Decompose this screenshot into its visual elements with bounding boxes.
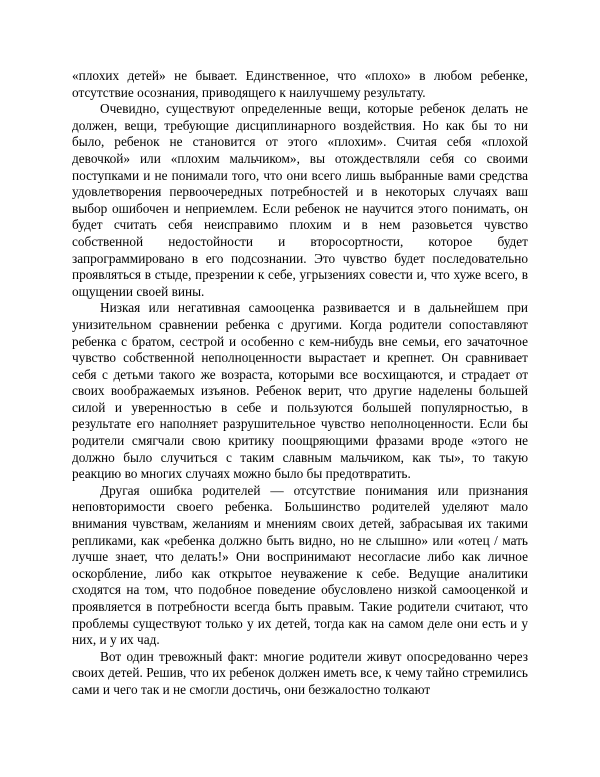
- paragraph-self-esteem: Низкая или негативная самооценка развивается и в дальнейшем при унизительном сравнении ребенка с другими. Когда родители сопоставляют ребенка с братом, сестрой и особенно с кем-нибудь вне семьи, его зачаточное чувство собственной неполноценности вырастает и крепнет. Он сравнивает себя с детьми такого же возраста, которыми все восхищаются, и страдает от своих воображаемых изъянов. Ребенок верит, что другие наделены большей силой и уверенностью в себе и пользуются большей популярностью, в результате его наполняет разрушительное чувство неполноценности. Если бы родители смягчали свою критику поощряющими фразами вроде «этого не должно было случиться с таким славным мальчиком, как ты», то такую реакцию во многих случаях можно было бы предотвратить.: [72, 300, 528, 482]
- paragraph-continuation: «плохих детей» не бывает. Единственное, что «плохо» в любом ребенке, отсутствие осознания, приводящего к наилучшему результату.: [72, 68, 528, 100]
- paragraph-parent-mistake: Другая ошибка родителей — отсутствие понимания или признания неповторимости своего ребенка. Большинство родителей уделяют мало внимания чувствам, желаниям и мнениям своих детей, забрасывая их такими репликами, как «ребенка должно быть видно, но не слышно» или «отец / мать лучше знает, что делать!» Они воспринимают несогласие либо как личное оскорбление, либо как открытое неуважение к себе. Ведущие аналитики сходятся на том, что подобное поведение обусловлено низкой самооценкой и проявляется в потребности всегда быть правым. Такие родители считают, что проблемы существуют только у их детей, тогда как на самом деле они есть и у них, и у их чад.: [72, 482, 528, 648]
- paragraph-discipline: Очевидно, существуют определенные вещи, которые ребенок делать не должен, вещи, требующие дисциплинарного воздействия. Но как бы то ни было, ребенок не становится от этого «плохим». Считая себя «плохой девочкой» или «плохим мальчиком», вы отождествляли себя со своими поступками и не понимали того, что они всего лишь выбранные вами средства удовлетворения первоочередных потребностей и в некоторых случаях ваш выбор ошибочен и неприемлем. Если ребенок не научится этого понимать, он будет считать себя неисправимо плохим и в нем разовьется чувство собственной недостойности и второсортности, которое будет запрограммировано в его подсознании. Это чувство будет последовательно проявляться в стыде, презрении к себе, угрызениях совести и, что хуже всего, в ощущении своей вины.: [72, 101, 528, 299]
- paragraph-alarming-fact: Вот один тревожный факт: многие родители живут опосредованно через своих детей. Решив, что их ребенок должен иметь все, к чему тайно стремились сами и чего так и не смогли достичь, они безжалостно толкают: [72, 648, 528, 697]
- body-text: [72, 68, 528, 699]
